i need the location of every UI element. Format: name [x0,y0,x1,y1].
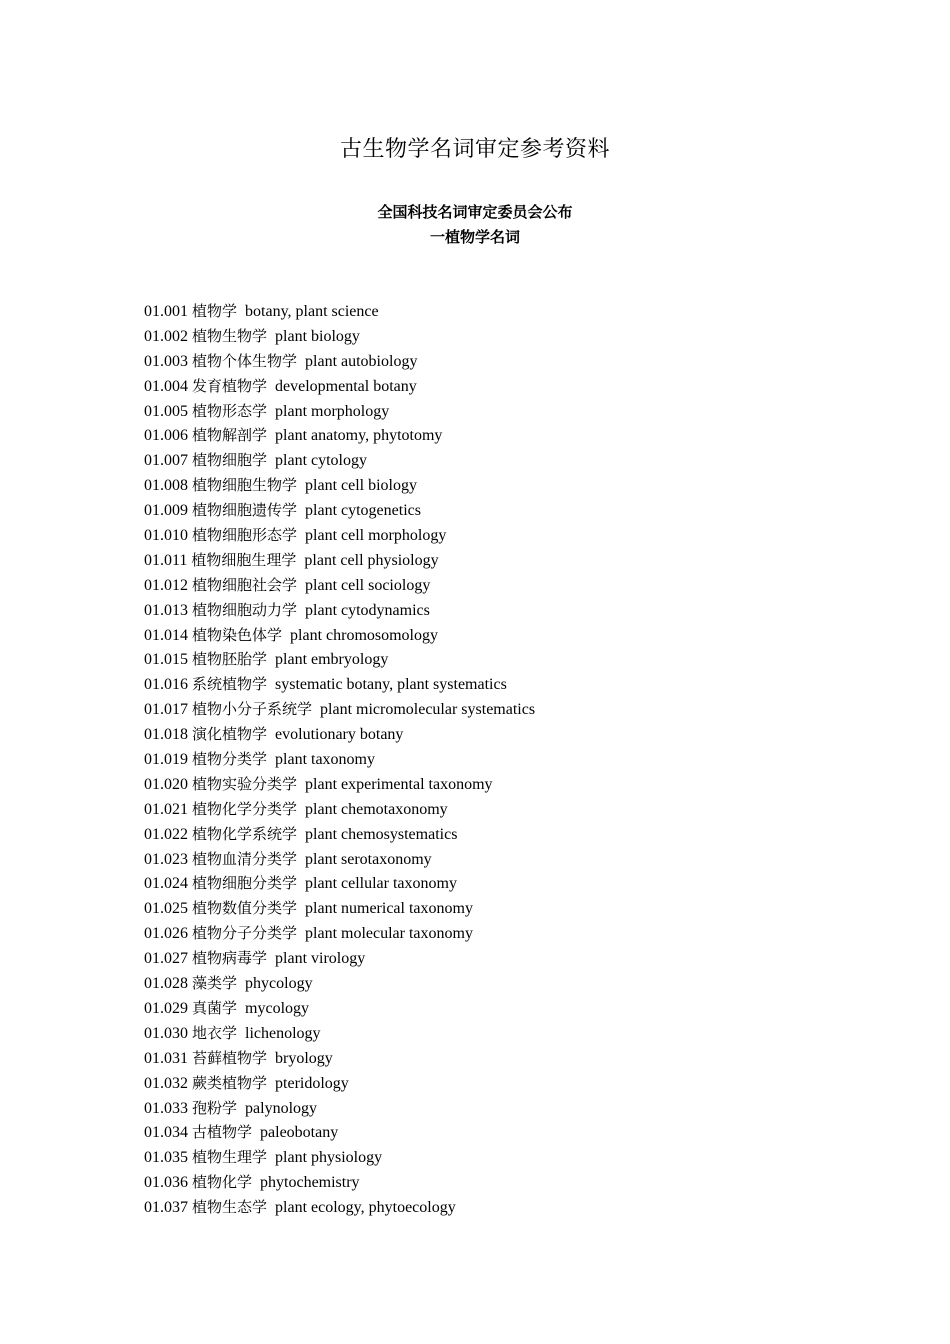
term-code: 01.037 [144,1199,188,1217]
term-code: 01.003 [144,352,188,370]
term-chinese: 系统植物学 [192,675,268,694]
term-code: 01.015 [144,651,188,669]
term-row [144,399,904,424]
term-english: plant cell sociology [305,576,431,594]
subtitle-block [0,200,950,250]
term-chinese: 植物小分子系统学 [192,700,313,719]
term-chinese: 植物病毒学 [192,949,268,968]
term-row [144,722,904,747]
term-english: phytochemistry [260,1174,360,1192]
term-english: plant serotaxonomy [305,850,432,868]
term-row [144,946,904,971]
term-english: botany, plant science [245,303,379,320]
term-row [144,623,904,648]
term-code: 01.028 [144,975,188,993]
term-code: 01.025 [144,900,188,918]
term-english: plant physiology [275,1149,383,1167]
term-english: plant cell morphology [305,527,447,545]
term-row [144,772,904,797]
term-chinese: 植物生物学 [192,326,268,345]
term-code: 01.006 [144,427,188,445]
term-row [144,374,904,399]
term-english: plant micromolecular systematics [320,701,536,719]
term-english: plant embryology [275,651,389,669]
term-english: mycology [245,999,310,1017]
term-english: plant morphology [275,402,390,420]
term-row [144,1046,904,1071]
term-english: plant chemotaxonomy [305,800,448,818]
term-row [144,822,904,847]
term-row [144,647,904,672]
term-chinese: 地衣学 [192,1023,238,1042]
term-code: 01.005 [144,402,188,420]
term-chinese: 植物细胞学 [192,451,268,470]
term-code: 01.017 [144,701,188,719]
term-code: 01.016 [144,676,188,694]
term-chinese: 植物实验分类学 [192,774,298,793]
term-row [144,971,904,996]
term-code: 01.022 [144,825,188,843]
term-row [144,573,904,598]
term-english: plant cellular taxonomy [305,875,457,893]
term-code: 01.007 [144,452,188,470]
term-code: 01.009 [144,502,188,520]
term-row [144,1120,904,1145]
term-chinese: 植物细胞动力学 [192,600,298,619]
term-chinese: 植物学 [192,302,238,320]
term-row [144,672,904,697]
term-chinese: 发育植物学 [192,376,268,395]
term-chinese: 植物化学 [192,1173,253,1192]
document-title: 古生物学名词审定参考资料 [339,137,610,162]
term-english: plant anatomy, phytotomy [275,427,443,445]
term-english: evolutionary botany [275,726,404,744]
publisher-line: 全国科技名词审定委员会公布 [377,203,573,221]
term-code: 01.020 [144,775,188,793]
term-code: 01.035 [144,1149,188,1167]
term-code: 01.013 [144,601,188,619]
term-code: 01.023 [144,850,188,868]
term-code: 01.026 [144,925,188,943]
term-chinese: 孢粉学 [192,1098,238,1117]
term-chinese: 植物分子分类学 [192,924,298,943]
term-chinese: 植物细胞遗传学 [192,501,298,520]
term-code: 01.019 [144,751,188,769]
term-code: 01.033 [144,1099,188,1117]
term-row [144,523,904,548]
term-code: 01.004 [144,377,188,395]
term-english: lichenology [245,1024,321,1042]
term-code: 01.008 [144,477,188,495]
term-english: plant ecology, phytoecology [275,1199,456,1217]
term-chinese: 植物解剖学 [192,426,268,445]
term-code: 01.018 [144,726,188,744]
term-english: plant cytology [275,452,367,470]
term-row [144,299,904,324]
term-code: 01.034 [144,1124,188,1142]
term-chinese: 植物胚胎学 [192,650,268,669]
term-chinese: 植物数值分类学 [192,899,298,918]
term-code: 01.029 [144,999,188,1017]
term-english: plant cell biology [305,477,417,495]
term-english: phycology [245,975,313,993]
term-chinese: 蕨类植物学 [192,1073,268,1092]
term-english: plant taxonomy [275,751,375,769]
term-code: 01.001 [144,303,188,320]
term-english: plant numerical taxonomy [305,900,473,918]
term-row [144,896,904,921]
term-chinese: 植物生理学 [192,1148,268,1167]
term-code: 01.032 [144,1074,188,1092]
term-row [144,1145,904,1170]
term-chinese: 植物细胞分类学 [192,874,298,893]
section-heading: 一植物学名词 [429,228,520,246]
term-chinese: 植物生态学 [192,1198,268,1217]
term-chinese: 植物形态学 [192,401,268,420]
term-english: developmental botany [275,377,417,395]
term-code: 01.024 [144,875,188,893]
term-row [144,921,904,946]
term-english: plant experimental taxonomy [305,775,493,793]
term-code: 01.036 [144,1174,188,1192]
term-english: plant chemosystematics [305,825,458,843]
term-row [144,996,904,1021]
term-english: bryology [275,1049,333,1067]
term-code: 01.021 [144,800,188,818]
term-code: 01.010 [144,527,188,545]
term-code: 01.012 [144,576,188,594]
term-chinese: 植物分类学 [192,750,268,769]
term-row [144,324,904,349]
term-chinese: 植物化学分类学 [192,799,298,818]
term-row [144,1170,904,1195]
term-chinese: 古植物学 [192,1123,253,1142]
term-english: plant molecular taxonomy [305,925,473,943]
term-chinese: 植物个体生物学 [192,351,298,370]
term-list [144,299,904,1220]
term-row [144,598,904,623]
term-row [144,797,904,822]
term-row [144,448,904,473]
term-row [144,1071,904,1096]
term-english: plant autobiology [305,352,418,370]
term-english: plant virology [275,950,366,968]
term-chinese: 真菌学 [192,998,238,1017]
term-chinese: 藻类学 [192,974,238,993]
term-chinese: 植物血清分类学 [192,849,298,868]
term-english: paleobotany [260,1124,339,1142]
term-row [144,349,904,374]
term-code: 01.030 [144,1024,188,1042]
term-row [144,548,904,573]
term-chinese: 苔藓植物学 [192,1048,268,1067]
term-code: 01.011 [144,551,188,569]
term-chinese: 植物细胞生理学 [191,550,297,569]
term-english: plant cell physiology [304,551,439,569]
term-chinese: 植物细胞社会学 [192,575,298,594]
term-english: systematic botany, plant systematics [275,676,507,694]
term-code: 01.027 [144,950,188,968]
term-english: plant chromosomology [290,626,438,644]
term-english: palynology [245,1099,318,1117]
term-row [144,747,904,772]
term-row [144,847,904,872]
term-chinese: 演化植物学 [192,725,268,744]
term-row [144,423,904,448]
term-english: pteridology [275,1074,349,1092]
term-chinese: 植物染色体学 [192,625,283,644]
term-row [144,697,904,722]
term-row [144,1096,904,1121]
term-chinese: 植物细胞形态学 [192,526,298,545]
term-chinese: 植物细胞生物学 [192,476,298,495]
term-code: 01.014 [144,626,188,644]
term-row [144,1021,904,1046]
term-code: 01.031 [144,1049,188,1067]
term-english: plant cytodynamics [305,601,430,619]
term-english: plant cytogenetics [305,502,421,520]
term-row [144,473,904,498]
term-chinese: 植物化学系统学 [192,824,298,843]
term-row [144,498,904,523]
term-row [144,1195,904,1220]
term-english: plant biology [275,327,360,345]
term-row [144,871,904,896]
term-code: 01.002 [144,327,188,345]
